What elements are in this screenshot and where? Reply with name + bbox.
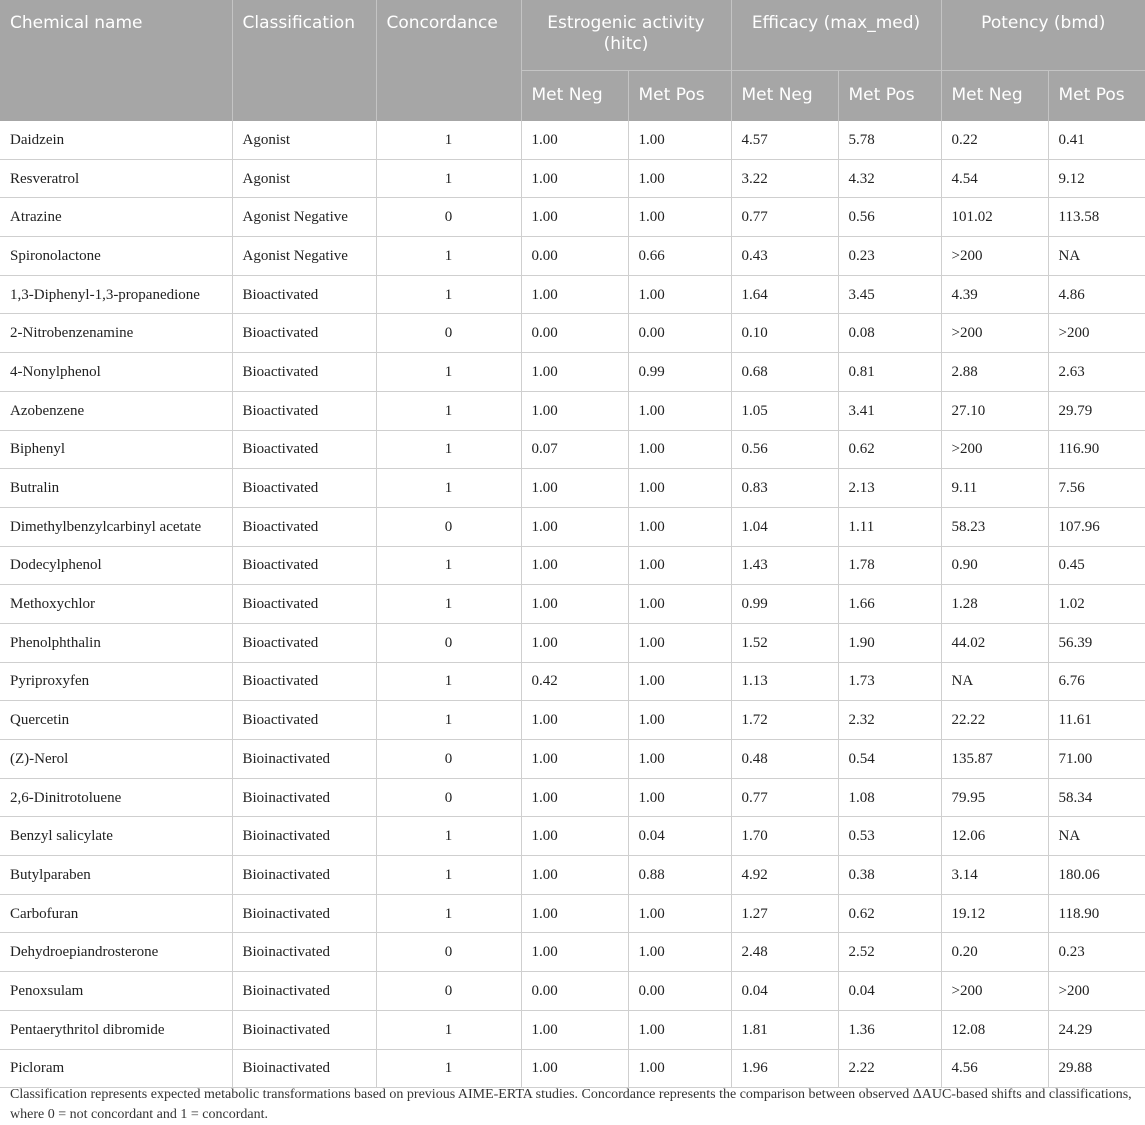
potency-met-pos-cell: 1.02 [1048, 585, 1145, 624]
table-row [0, 623, 1145, 662]
efficacy-met-pos-cell: 1.66 [838, 585, 941, 624]
chemical-name-cell: 2,6-Dinitrotoluene [0, 778, 232, 817]
classification-cell: Bioactivated [232, 701, 376, 740]
hitc-met-pos-cell: 0.04 [628, 817, 731, 856]
efficacy-met-neg-cell: 0.83 [731, 469, 838, 508]
concordance-cell: 1 [376, 546, 521, 585]
table-row [0, 817, 1145, 856]
hitc-met-neg-cell: 1.00 [521, 701, 628, 740]
hitc-met-neg-cell: 0.00 [521, 972, 628, 1011]
hitc-met-neg-cell: 1.00 [521, 740, 628, 779]
table-row [0, 972, 1145, 1011]
concordance-cell: 1 [376, 856, 521, 895]
potency-met-neg-cell: >200 [941, 430, 1048, 469]
potency-met-pos-cell: 71.00 [1048, 740, 1145, 779]
concordance-cell: 0 [376, 933, 521, 972]
potency-met-pos-cell: 56.39 [1048, 623, 1145, 662]
efficacy-met-neg-cell: 0.99 [731, 585, 838, 624]
potency-met-pos-cell: 11.61 [1048, 701, 1145, 740]
classification-cell: Bioinactivated [232, 894, 376, 933]
classification-cell: Bioactivated [232, 314, 376, 353]
hitc-met-pos-cell: 1.00 [628, 933, 731, 972]
concordance-cell: 1 [376, 469, 521, 508]
concordance-cell: 1 [376, 121, 521, 160]
hitc-met-neg-cell: 1.00 [521, 778, 628, 817]
concordance-cell: 0 [376, 972, 521, 1011]
potency-met-pos-cell: 6.76 [1048, 662, 1145, 701]
efficacy-met-pos-cell: 0.54 [838, 740, 941, 779]
concordance-cell: 1 [376, 275, 521, 314]
classification-cell: Bioinactivated [232, 1010, 376, 1049]
hitc-met-neg-cell: 0.42 [521, 662, 628, 701]
potency-met-neg-cell: 12.06 [941, 817, 1048, 856]
table-body [0, 121, 1145, 1088]
potency-met-neg-cell: 9.11 [941, 469, 1048, 508]
chemical-name-cell: 4-Nonylphenol [0, 353, 232, 392]
hitc-met-pos-cell: 1.00 [628, 623, 731, 662]
table-row [0, 740, 1145, 779]
classification-cell: Bioactivated [232, 585, 376, 624]
hitc-met-pos-cell: 0.99 [628, 353, 731, 392]
hitc-met-pos-cell: 1.00 [628, 1010, 731, 1049]
concordance-cell: 1 [376, 391, 521, 430]
potency-met-pos-cell: NA [1048, 237, 1145, 276]
header-classification: Classification [232, 0, 376, 121]
concordance-cell: 1 [376, 1010, 521, 1049]
hitc-met-neg-cell: 0.07 [521, 430, 628, 469]
classification-cell: Bioinactivated [232, 1049, 376, 1088]
efficacy-met-neg-cell: 1.72 [731, 701, 838, 740]
efficacy-met-pos-cell: 1.78 [838, 546, 941, 585]
efficacy-met-pos-cell: 0.62 [838, 430, 941, 469]
concordance-cell: 1 [376, 817, 521, 856]
hitc-met-pos-cell: 1.00 [628, 198, 731, 237]
concordance-cell: 0 [376, 740, 521, 779]
table-row [0, 121, 1145, 160]
subheader-efficacy-met-pos: Met Pos [838, 70, 941, 121]
efficacy-met-pos-cell: 4.32 [838, 159, 941, 198]
classification-cell: Agonist [232, 159, 376, 198]
classification-cell: Bioactivated [232, 391, 376, 430]
efficacy-met-neg-cell: 1.81 [731, 1010, 838, 1049]
concordance-cell: 0 [376, 198, 521, 237]
hitc-met-neg-cell: 1.00 [521, 198, 628, 237]
chemical-name-cell: 1,3-Diphenyl-1,3-propanedione [0, 275, 232, 314]
classification-cell: Bioactivated [232, 662, 376, 701]
efficacy-met-neg-cell: 0.43 [731, 237, 838, 276]
concordance-cell: 1 [376, 353, 521, 392]
table-row [0, 662, 1145, 701]
hitc-met-pos-cell: 1.00 [628, 1049, 731, 1088]
chemical-name-cell: Atrazine [0, 198, 232, 237]
efficacy-met-neg-cell: 3.22 [731, 159, 838, 198]
table-row [0, 856, 1145, 895]
potency-met-neg-cell: 135.87 [941, 740, 1048, 779]
efficacy-met-pos-cell: 1.36 [838, 1010, 941, 1049]
efficacy-met-neg-cell: 0.48 [731, 740, 838, 779]
hitc-met-pos-cell: 0.00 [628, 314, 731, 353]
table-row [0, 701, 1145, 740]
classification-cell: Bioinactivated [232, 740, 376, 779]
efficacy-met-pos-cell: 1.08 [838, 778, 941, 817]
table-row [0, 353, 1145, 392]
potency-met-neg-cell: 79.95 [941, 778, 1048, 817]
potency-met-neg-cell: >200 [941, 972, 1048, 1011]
hitc-met-neg-cell: 1.00 [521, 391, 628, 430]
chemical-name-cell: Penoxsulam [0, 972, 232, 1011]
potency-met-pos-cell: 0.41 [1048, 121, 1145, 160]
potency-met-pos-cell: >200 [1048, 314, 1145, 353]
efficacy-met-pos-cell: 3.41 [838, 391, 941, 430]
potency-met-neg-cell: 4.56 [941, 1049, 1048, 1088]
concordance-cell: 1 [376, 237, 521, 276]
concordance-cell: 1 [376, 585, 521, 624]
table-row [0, 430, 1145, 469]
potency-met-neg-cell: 2.88 [941, 353, 1048, 392]
classification-cell: Bioinactivated [232, 933, 376, 972]
potency-met-pos-cell: >200 [1048, 972, 1145, 1011]
classification-cell: Bioinactivated [232, 778, 376, 817]
hitc-met-pos-cell: 0.00 [628, 972, 731, 1011]
potency-met-neg-cell: 22.22 [941, 701, 1048, 740]
potency-met-neg-cell: 1.28 [941, 585, 1048, 624]
table-row [0, 1010, 1145, 1049]
header-efficacy: Efficacy (max_med) [731, 0, 941, 70]
potency-met-pos-cell: 0.23 [1048, 933, 1145, 972]
hitc-met-neg-cell: 1.00 [521, 894, 628, 933]
classification-cell: Agonist Negative [232, 198, 376, 237]
classification-cell: Bioinactivated [232, 817, 376, 856]
chemical-name-cell: Pentaerythritol dibromide [0, 1010, 232, 1049]
chemical-name-cell: (Z)-Nerol [0, 740, 232, 779]
chemical-name-cell: Quercetin [0, 701, 232, 740]
potency-met-pos-cell: 118.90 [1048, 894, 1145, 933]
classification-cell: Bioactivated [232, 430, 376, 469]
hitc-met-neg-cell: 1.00 [521, 856, 628, 895]
efficacy-met-neg-cell: 2.48 [731, 933, 838, 972]
potency-met-neg-cell: 12.08 [941, 1010, 1048, 1049]
potency-met-pos-cell: 2.63 [1048, 353, 1145, 392]
hitc-met-neg-cell: 1.00 [521, 159, 628, 198]
table-row [0, 1049, 1145, 1088]
potency-met-pos-cell: 9.12 [1048, 159, 1145, 198]
efficacy-met-pos-cell: 3.45 [838, 275, 941, 314]
efficacy-met-neg-cell: 1.04 [731, 507, 838, 546]
efficacy-met-pos-cell: 2.52 [838, 933, 941, 972]
table-row [0, 159, 1145, 198]
hitc-met-neg-cell: 0.00 [521, 237, 628, 276]
efficacy-met-neg-cell: 0.68 [731, 353, 838, 392]
classification-cell: Bioactivated [232, 623, 376, 662]
potency-met-neg-cell: 58.23 [941, 507, 1048, 546]
table-row [0, 778, 1145, 817]
potency-met-pos-cell: 0.45 [1048, 546, 1145, 585]
efficacy-met-neg-cell: 4.57 [731, 121, 838, 160]
chemical-name-cell: Biphenyl [0, 430, 232, 469]
subheader-hitc-met-neg: Met Neg [521, 70, 628, 121]
header-concordance: Concordance [376, 0, 521, 121]
chemical-name-cell: Phenolphthalin [0, 623, 232, 662]
classification-cell: Bioactivated [232, 275, 376, 314]
concordance-cell: 0 [376, 623, 521, 662]
hitc-met-pos-cell: 0.88 [628, 856, 731, 895]
hitc-met-pos-cell: 1.00 [628, 275, 731, 314]
chemical-name-cell: Butylparaben [0, 856, 232, 895]
efficacy-met-pos-cell: 0.08 [838, 314, 941, 353]
hitc-met-neg-cell: 0.00 [521, 314, 628, 353]
chemical-name-cell: Benzyl salicylate [0, 817, 232, 856]
classification-cell: Bioactivated [232, 469, 376, 508]
table-row [0, 894, 1145, 933]
hitc-met-pos-cell: 1.00 [628, 507, 731, 546]
hitc-met-pos-cell: 1.00 [628, 585, 731, 624]
hitc-met-neg-cell: 1.00 [521, 933, 628, 972]
potency-met-pos-cell: 58.34 [1048, 778, 1145, 817]
chemical-name-cell: Methoxychlor [0, 585, 232, 624]
efficacy-met-pos-cell: 2.22 [838, 1049, 941, 1088]
efficacy-met-pos-cell: 1.11 [838, 507, 941, 546]
table-row [0, 275, 1145, 314]
header-potency: Potency (bmd) [941, 0, 1145, 70]
classification-cell: Agonist Negative [232, 237, 376, 276]
potency-met-pos-cell: 116.90 [1048, 430, 1145, 469]
hitc-met-neg-cell: 1.00 [521, 817, 628, 856]
potency-met-pos-cell: 24.29 [1048, 1010, 1145, 1049]
efficacy-met-pos-cell: 1.73 [838, 662, 941, 701]
chemical-name-cell: Dimethylbenzylcarbinyl acetate [0, 507, 232, 546]
table-row [0, 933, 1145, 972]
table-header [0, 0, 1145, 121]
efficacy-met-neg-cell: 0.77 [731, 778, 838, 817]
hitc-met-neg-cell: 1.00 [521, 469, 628, 508]
hitc-met-neg-cell: 1.00 [521, 507, 628, 546]
efficacy-met-pos-cell: 0.62 [838, 894, 941, 933]
potency-met-neg-cell: 4.54 [941, 159, 1048, 198]
concordance-cell: 1 [376, 430, 521, 469]
hitc-met-neg-cell: 1.00 [521, 623, 628, 662]
classification-cell: Bioactivated [232, 507, 376, 546]
subheader-efficacy-met-neg: Met Neg [731, 70, 838, 121]
efficacy-met-neg-cell: 1.52 [731, 623, 838, 662]
potency-met-neg-cell: 19.12 [941, 894, 1048, 933]
efficacy-met-pos-cell: 1.90 [838, 623, 941, 662]
efficacy-met-neg-cell: 0.77 [731, 198, 838, 237]
efficacy-met-pos-cell: 5.78 [838, 121, 941, 160]
table-row [0, 507, 1145, 546]
hitc-met-neg-cell: 1.00 [521, 275, 628, 314]
chemical-name-cell: Pyriproxyfen [0, 662, 232, 701]
classification-cell: Bioinactivated [232, 972, 376, 1011]
hitc-met-neg-cell: 1.00 [521, 546, 628, 585]
table-row [0, 546, 1145, 585]
concordance-cell: 1 [376, 159, 521, 198]
efficacy-met-pos-cell: 0.56 [838, 198, 941, 237]
potency-met-neg-cell: 27.10 [941, 391, 1048, 430]
table-row [0, 198, 1145, 237]
potency-met-neg-cell: NA [941, 662, 1048, 701]
efficacy-met-pos-cell: 0.53 [838, 817, 941, 856]
efficacy-met-pos-cell: 0.38 [838, 856, 941, 895]
chemical-name-cell: Spironolactone [0, 237, 232, 276]
efficacy-met-neg-cell: 1.43 [731, 546, 838, 585]
hitc-met-pos-cell: 1.00 [628, 740, 731, 779]
potency-met-neg-cell: 44.02 [941, 623, 1048, 662]
efficacy-met-neg-cell: 0.04 [731, 972, 838, 1011]
efficacy-met-pos-cell: 0.23 [838, 237, 941, 276]
potency-met-neg-cell: 101.02 [941, 198, 1048, 237]
table-row [0, 391, 1145, 430]
hitc-met-neg-cell: 1.00 [521, 121, 628, 160]
classification-cell: Bioactivated [232, 353, 376, 392]
subheader-potency-met-pos: Met Pos [1048, 70, 1145, 121]
hitc-met-neg-cell: 1.00 [521, 1010, 628, 1049]
potency-met-neg-cell: 0.20 [941, 933, 1048, 972]
concordance-cell: 1 [376, 662, 521, 701]
hitc-met-neg-cell: 1.00 [521, 353, 628, 392]
header-chemical-name: Chemical name [0, 0, 232, 121]
potency-met-pos-cell: NA [1048, 817, 1145, 856]
subheader-hitc-met-pos: Met Pos [628, 70, 731, 121]
hitc-met-neg-cell: 1.00 [521, 1049, 628, 1088]
table-row [0, 585, 1145, 624]
efficacy-met-neg-cell: 1.27 [731, 894, 838, 933]
chemical-name-cell: Dehydroepiandrosterone [0, 933, 232, 972]
classification-cell: Bioactivated [232, 546, 376, 585]
potency-met-pos-cell: 180.06 [1048, 856, 1145, 895]
concordance-cell: 1 [376, 1049, 521, 1088]
hitc-met-pos-cell: 1.00 [628, 894, 731, 933]
concordance-cell: 1 [376, 894, 521, 933]
potency-met-pos-cell: 113.58 [1048, 198, 1145, 237]
chemical-name-cell: 2-Nitrobenzenamine [0, 314, 232, 353]
concordance-cell: 0 [376, 314, 521, 353]
table-row [0, 237, 1145, 276]
chemical-name-cell: Butralin [0, 469, 232, 508]
chemical-name-cell: Picloram [0, 1049, 232, 1088]
chemical-name-cell: Azobenzene [0, 391, 232, 430]
potency-met-neg-cell: 4.39 [941, 275, 1048, 314]
hitc-met-pos-cell: 0.66 [628, 237, 731, 276]
efficacy-met-neg-cell: 1.96 [731, 1049, 838, 1088]
efficacy-met-neg-cell: 4.92 [731, 856, 838, 895]
efficacy-met-pos-cell: 0.04 [838, 972, 941, 1011]
chemical-name-cell: Carbofuran [0, 894, 232, 933]
potency-met-pos-cell: 29.88 [1048, 1049, 1145, 1088]
potency-met-neg-cell: 0.90 [941, 546, 1048, 585]
potency-met-neg-cell: >200 [941, 314, 1048, 353]
efficacy-met-neg-cell: 1.13 [731, 662, 838, 701]
hitc-met-pos-cell: 1.00 [628, 546, 731, 585]
hitc-met-pos-cell: 1.00 [628, 662, 731, 701]
potency-met-pos-cell: 107.96 [1048, 507, 1145, 546]
efficacy-met-neg-cell: 1.05 [731, 391, 838, 430]
potency-met-pos-cell: 7.56 [1048, 469, 1145, 508]
efficacy-met-neg-cell: 1.70 [731, 817, 838, 856]
hitc-met-pos-cell: 1.00 [628, 430, 731, 469]
subheader-potency-met-neg: Met Neg [941, 70, 1048, 121]
potency-met-neg-cell: >200 [941, 237, 1048, 276]
chemical-name-cell: Resveratrol [0, 159, 232, 198]
potency-met-neg-cell: 0.22 [941, 121, 1048, 160]
table-row [0, 314, 1145, 353]
hitc-met-pos-cell: 1.00 [628, 391, 731, 430]
efficacy-met-pos-cell: 0.81 [838, 353, 941, 392]
efficacy-met-neg-cell: 0.10 [731, 314, 838, 353]
potency-met-pos-cell: 29.79 [1048, 391, 1145, 430]
potency-met-pos-cell: 4.86 [1048, 275, 1145, 314]
classification-cell: Bioinactivated [232, 856, 376, 895]
chemical-name-cell: Daidzein [0, 121, 232, 160]
table-footnote: Classification represents expected metabolic transformations based on previous AIME-ERTA studies. Concordance represents the comparison between observed ΔAUC-based shifts and classifications, where 0 = not concordant and 1 = concordant. [10, 1087, 1132, 1122]
hitc-met-pos-cell: 1.00 [628, 159, 731, 198]
concordance-cell: 0 [376, 778, 521, 817]
efficacy-met-neg-cell: 1.64 [731, 275, 838, 314]
hitc-met-pos-cell: 1.00 [628, 121, 731, 160]
efficacy-met-neg-cell: 0.56 [731, 430, 838, 469]
hitc-met-pos-cell: 1.00 [628, 469, 731, 508]
hitc-met-neg-cell: 1.00 [521, 585, 628, 624]
efficacy-met-pos-cell: 2.32 [838, 701, 941, 740]
potency-met-neg-cell: 3.14 [941, 856, 1048, 895]
classification-cell: Agonist [232, 121, 376, 160]
chemical-name-cell: Dodecylphenol [0, 546, 232, 585]
header-estrogenic-activity: Estrogenic activity (hitc) [521, 0, 731, 70]
efficacy-met-pos-cell: 2.13 [838, 469, 941, 508]
concordance-cell: 1 [376, 701, 521, 740]
table-row [0, 469, 1145, 508]
hitc-met-pos-cell: 1.00 [628, 778, 731, 817]
hitc-met-pos-cell: 1.00 [628, 701, 731, 740]
concordance-cell: 0 [376, 507, 521, 546]
